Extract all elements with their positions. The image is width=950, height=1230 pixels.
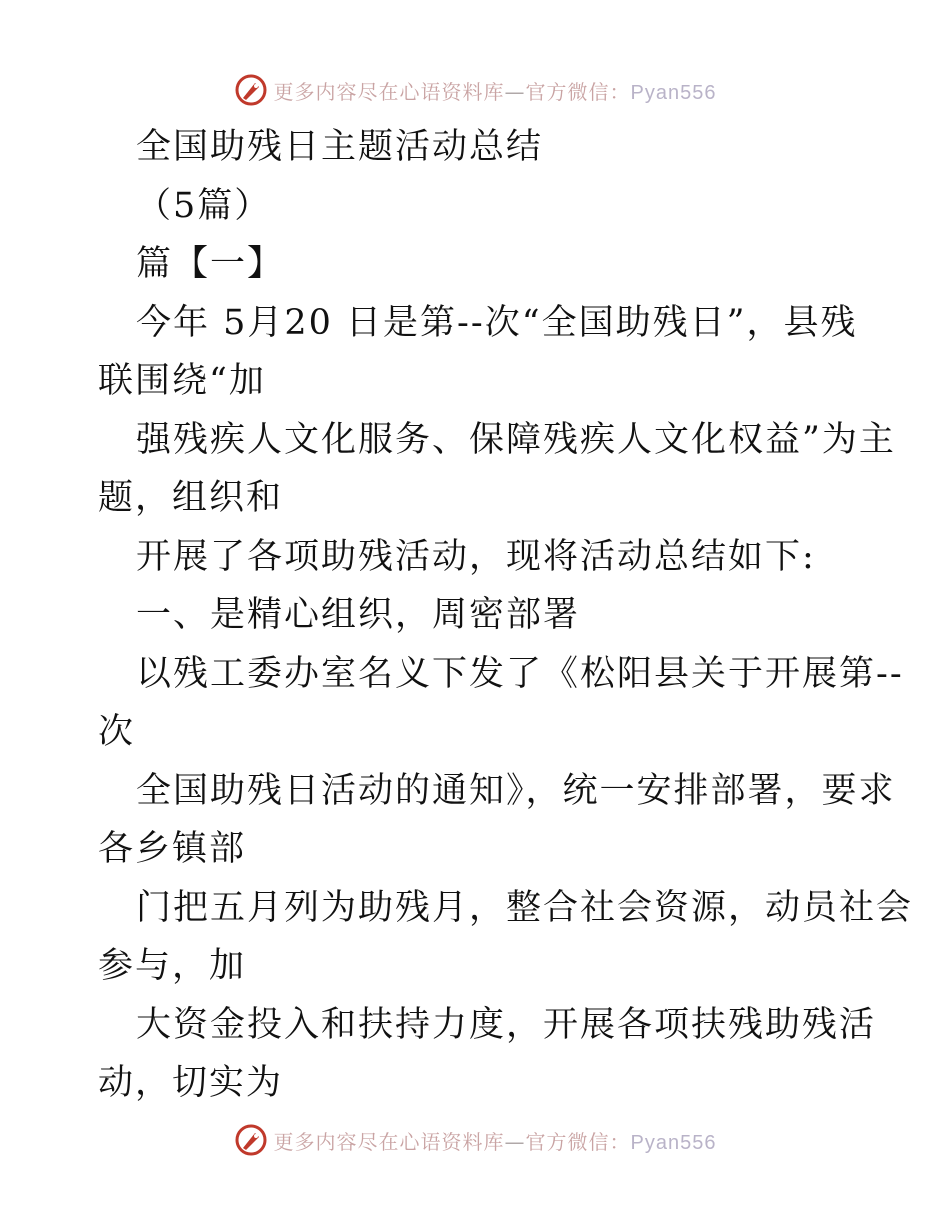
pen-nib-logo-icon [234, 73, 268, 107]
document-title: 全国助残日主题活动总结 [136, 127, 544, 167]
watermark-separator: — [504, 1129, 526, 1154]
footer-watermark [0, 1122, 950, 1158]
pen-nib-logo-icon [234, 1123, 268, 1157]
text-line: 门把五月列为助残月，整合社会资源，动员社会 [136, 887, 914, 928]
text-line: 参与，加 [98, 946, 247, 986]
watermark-wechat-id: Pyan556 [630, 1131, 717, 1154]
watermark-wechat-label: 官方微信： [525, 79, 631, 104]
text-line: 次 [98, 712, 136, 752]
text-line: 大资金投入和扶持力度，开展各项扶残助残活 [136, 1004, 877, 1045]
watermark-wechat-id: Pyan556 [630, 81, 717, 104]
watermark-text [274, 76, 717, 105]
watermark-separator: — [504, 79, 526, 104]
document-body [98, 118, 914, 1113]
text-line: 各乡镇部 [98, 829, 247, 869]
text-line: 以残工委办室名义下发了《松阳县关于开展第-- [136, 653, 904, 694]
text-line: 强残疾人文化服务、保障残疾人文化权益”为主 [136, 419, 896, 460]
text-line: 开展了各项助残活动，现将活动总结如下: [136, 536, 816, 577]
text-line: 联围绕“加 [98, 361, 266, 401]
text-line: 篇【一】 [136, 244, 285, 284]
watermark-wechat-label: 官方微信： [525, 1129, 631, 1154]
text-line: 一、是精心组织，周密部署 [136, 595, 581, 635]
watermark-site-text: 更多内容尽在心语资料库 [273, 1129, 505, 1154]
text-line: 全国助残日活动的通知》，统一安排部署，要求 [136, 770, 896, 811]
watermark-text [274, 1126, 717, 1155]
header-watermark [0, 72, 950, 108]
text-line: 动，切实为 [98, 1063, 284, 1103]
watermark-site-text: 更多内容尽在心语资料库 [273, 79, 505, 104]
text-line: （5篇） [136, 185, 272, 226]
text-line: 题，组织和 [98, 478, 284, 518]
text-line: 今年 5月20 日是第--次“全国助残日”，县残 [136, 302, 858, 343]
